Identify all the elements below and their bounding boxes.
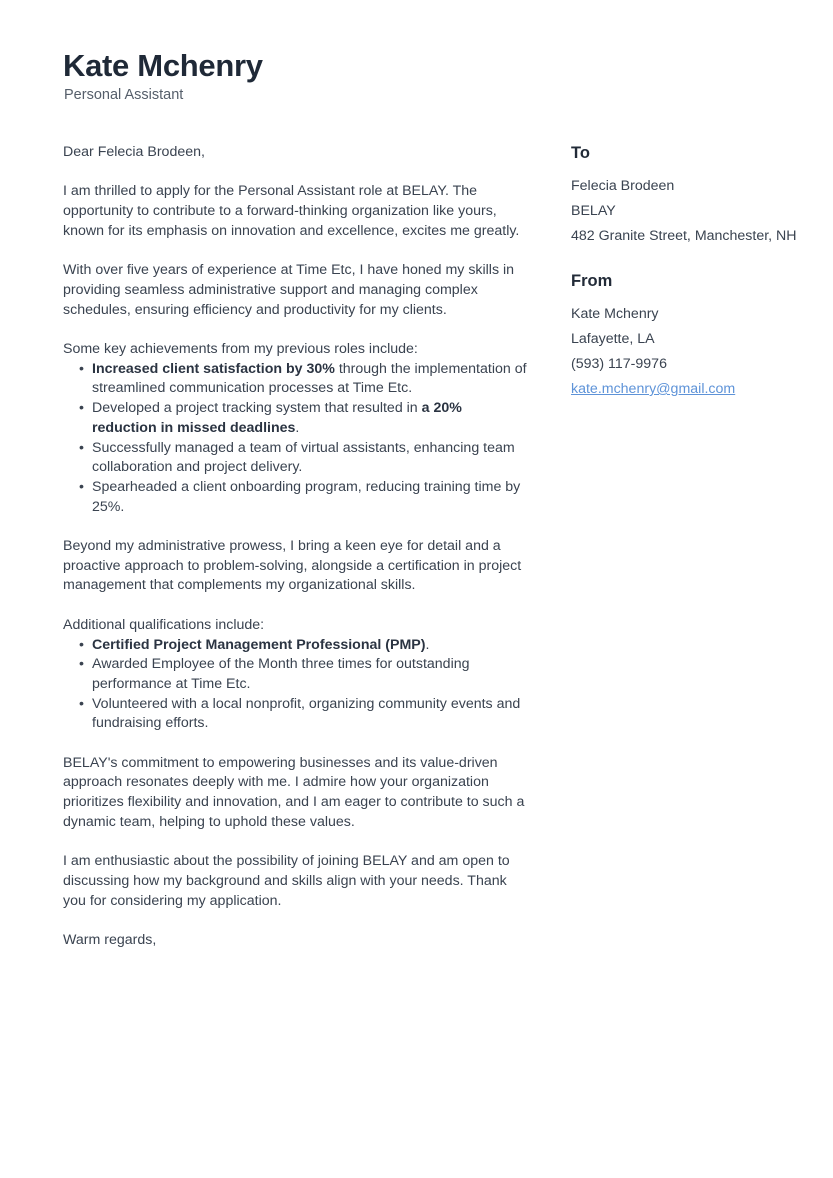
letter-text: through the implementation of streamlined communication processes at Time Etc. bbox=[92, 360, 527, 397]
letter-text: Spearheaded a client onboarding program, reducing training time by 25%. bbox=[92, 478, 521, 515]
letter-text: Additional qualifications include: bbox=[63, 616, 265, 633]
letter-bullet-list bbox=[63, 636, 529, 735]
person-role: Personal Assistant bbox=[64, 87, 184, 103]
letter-bullet-item bbox=[79, 695, 529, 734]
letter-paragraph bbox=[63, 931, 529, 951]
sender-email-line bbox=[571, 377, 789, 402]
letter-text: Some key achievements from my previous roles include: bbox=[63, 340, 418, 357]
letter-text: . bbox=[425, 636, 430, 653]
person-name: Kate Mchenry bbox=[63, 48, 263, 83]
letter-text: BELAY's commitment to empowering businesses and its value-driven approach resonates deeply with me. I admire how your organization prioritizes flexibility and innovation, and I am eager to contribute to such a dynamic team, helping to uphold these values. bbox=[63, 754, 525, 830]
letter-paragraph bbox=[63, 616, 529, 636]
letter-text: Dear Felecia Brodeen, bbox=[63, 144, 205, 160]
to-heading: To bbox=[571, 144, 590, 162]
recipient-company: BELAY bbox=[571, 203, 616, 219]
letter-paragraph bbox=[63, 340, 529, 360]
recipient-address: 482 Granite Street, Manchester, NH bbox=[571, 228, 797, 244]
letter-bullet-item bbox=[79, 478, 529, 517]
letter-text: Warm regards, bbox=[63, 932, 157, 948]
letter-text: Successfully managed a team of virtual assistants, enhancing team collaboration and project delivery. bbox=[92, 439, 515, 476]
sender-name: Kate Mchenry bbox=[571, 306, 659, 322]
letter-text: . bbox=[295, 419, 300, 436]
letter-text: I am thrilled to apply for the Personal Assistant role at BELAY. The opportunity to contribute to a forward-thinking organization like yours, known for its emphasis on innovation and excellence, excites me greatly. bbox=[63, 183, 520, 239]
letter-bullet-item bbox=[79, 655, 529, 694]
letter-paragraph bbox=[63, 182, 529, 241]
letter-paragraph bbox=[63, 261, 529, 320]
letter-bullet-list bbox=[63, 360, 529, 518]
letter-paragraph bbox=[63, 143, 529, 163]
contact-sidebar bbox=[571, 143, 797, 970]
letter-text-bold: Increased client satisfaction by 30% bbox=[92, 360, 335, 377]
letter-bullet-item bbox=[79, 399, 529, 438]
content-columns bbox=[63, 143, 797, 970]
letter-text: Beyond my administrative prowess, I bring a keen eye for detail and a proactive approach to problem-solving, alongside a certification in project management that complements my organizational skills. bbox=[63, 538, 522, 594]
letter-bullet-item bbox=[79, 439, 529, 478]
letter-paragraph bbox=[63, 852, 529, 911]
letter-bullet-item bbox=[79, 360, 529, 399]
letter-body bbox=[63, 143, 529, 970]
from-section bbox=[571, 271, 789, 402]
document-header bbox=[63, 47, 789, 104]
recipient-name: Felecia Brodeen bbox=[571, 178, 675, 194]
letter-text: Awarded Employee of the Month three times for outstanding performance at Time Etc. bbox=[92, 656, 470, 692]
letter-paragraph bbox=[63, 754, 529, 833]
from-heading: From bbox=[571, 272, 613, 290]
letter-text-bold: a 20% reduction in missed deadlines bbox=[92, 400, 462, 436]
letter-text-bold: Certified Project Management Professional (PMP) bbox=[92, 636, 426, 653]
letter-bullet-item bbox=[79, 636, 529, 656]
letter-text: With over five years of experience at Time Etc, I have honed my skills in providing seamless administrative support and managing complex schedules, ensuring efficiency and productivity for my clients. bbox=[63, 262, 515, 318]
letter-paragraph bbox=[63, 537, 529, 596]
to-section bbox=[571, 143, 797, 249]
sender-location: Lafayette, LA bbox=[571, 331, 655, 347]
letter-text: I am enthusiastic about the possibility of joining BELAY and am open to discussing how my background and skills align with your needs. Thank you for considering my application. bbox=[63, 853, 510, 909]
sender-email-link[interactable]: kate.mchenry@gmail.com bbox=[571, 381, 736, 397]
sender-phone: (593) 117-9976 bbox=[571, 356, 667, 372]
letter-text: Volunteered with a local nonprofit, organizing community events and fundraising efforts. bbox=[92, 695, 521, 732]
letter-text: Developed a project tracking system that resulted in bbox=[92, 400, 422, 417]
